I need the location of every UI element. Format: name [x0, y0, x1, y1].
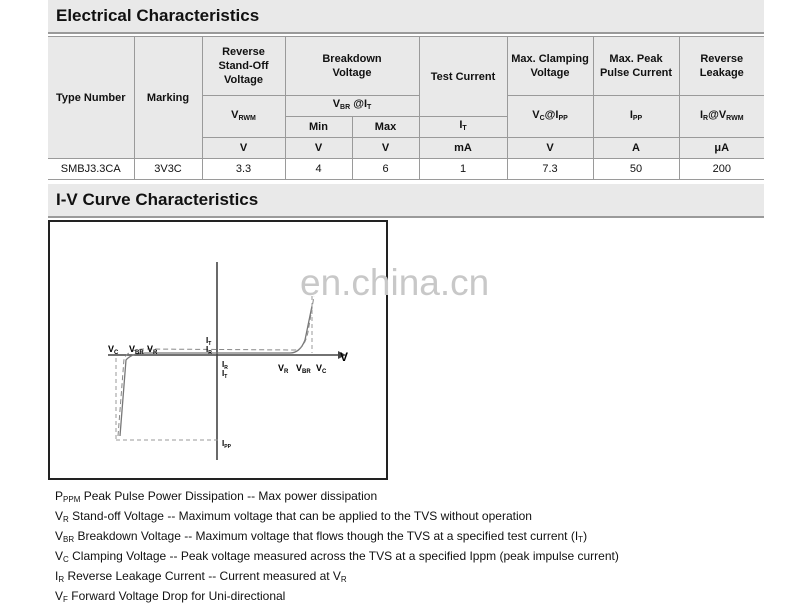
section-title: I-V Curve Characteristics: [56, 190, 259, 209]
label-ir-bot: $I_R$: [222, 360, 228, 371]
label-vr-right: $V_R$: [278, 363, 289, 375]
watermark: en.china.cn: [300, 262, 490, 303]
symbol-vrwm: $V_{RWM}$: [202, 96, 285, 138]
header-max-clamping: Max. Clamping Voltage: [507, 37, 593, 96]
label-vbr-right: $V_{BR}$: [296, 363, 311, 375]
header-marking: Marking: [134, 37, 202, 159]
cell-ipp: 50: [593, 159, 679, 180]
header-reverse-leakage: Reverse Leakage: [679, 37, 764, 96]
section-title: Electrical Characteristics: [56, 6, 260, 25]
label-it-bot: $I_T$: [222, 369, 228, 380]
definition-item: $I_R$ Reverse Leakage Current -- Current measured at $V_R$: [55, 569, 347, 584]
header-type-number: Type Number: [48, 37, 134, 159]
unit-vrwm: V: [202, 138, 285, 159]
iv-curve-header: [48, 184, 764, 218]
header-breakdown: Breakdown Voltage: [285, 37, 419, 96]
definition-item: $V_F$ Forward Voltage Drop for Uni-directional: [55, 589, 286, 604]
label-v-axis: V: [340, 350, 349, 364]
label-vbr-left: $V_{BR}$: [129, 344, 144, 356]
definition-item: $V_C$ Clamping Voltage -- Peak voltage measured across the TVS at a specified Ippm (peak impulse current): [55, 549, 619, 564]
header-reverse-standoff: Reverse Stand-Off Voltage: [202, 37, 285, 96]
unit-vc: V: [507, 138, 593, 159]
header-min: Min: [285, 117, 352, 138]
definition-item: $P_{PPM}$ Peak Pulse Power Dissipation -- Max power dissipation: [55, 489, 378, 504]
cell-vbr-max: 6: [352, 159, 419, 180]
cell-marking: 3V3C: [134, 159, 202, 180]
iv-curve-dashed: [118, 296, 314, 436]
unit-vbr-min: V: [285, 138, 352, 159]
symbol-ir-vrwm: $I_R@V_{RWM}$: [679, 96, 764, 138]
symbol-vbr: $V_{BR}$ $@I_T$: [285, 96, 419, 117]
definition-item: $V_{BR}$ Breakdown Voltage -- Maximum voltage that flows though the TVS at a specified test current $(I_T)$: [55, 529, 588, 544]
iv-curve-diagram: [48, 220, 388, 480]
definition-item: $V_R$ Stand-off Voltage -- Maximum voltage that can be applied to the TVS without operation: [55, 509, 532, 524]
electrical-characteristics-table: [48, 36, 764, 180]
iv-curve-svg: [50, 222, 386, 478]
header-test-current: Test Current: [419, 37, 507, 117]
cell-ir: 200: [679, 159, 764, 180]
label-ipp: $I_{PP}$: [222, 439, 231, 450]
label-vc-right: $V_C$: [316, 363, 327, 375]
symbol-it: $I_T$: [419, 117, 507, 138]
cell-vbr-min: 4: [285, 159, 352, 180]
unit-it: mA: [419, 138, 507, 159]
label-vr-left: $V_R$: [147, 344, 158, 356]
cell-type-number: SMBJ3.3CA: [48, 159, 134, 180]
unit-vbr-max: V: [352, 138, 419, 159]
unit-ipp: A: [593, 138, 679, 159]
label-it-top: $I_T$: [206, 336, 212, 347]
cell-vc: 7.3: [507, 159, 593, 180]
header-max-peak: Max. Peak Pulse Current: [593, 37, 679, 96]
cell-it: 1: [419, 159, 507, 180]
label-vc-left: $V_C$: [108, 344, 119, 356]
table-row: [48, 159, 764, 180]
header-max: Max: [352, 117, 419, 138]
unit-ir: μA: [679, 138, 764, 159]
definitions-list: [55, 488, 619, 608]
symbol-vc-ipp: $V_C@I_{PP}$: [507, 96, 593, 138]
symbol-ipp: $I_{PP}$: [593, 96, 679, 138]
electrical-characteristics-header: [48, 0, 764, 34]
cell-vrwm: 3.3: [202, 159, 285, 180]
label-ir-top: $I_R$: [206, 345, 212, 356]
